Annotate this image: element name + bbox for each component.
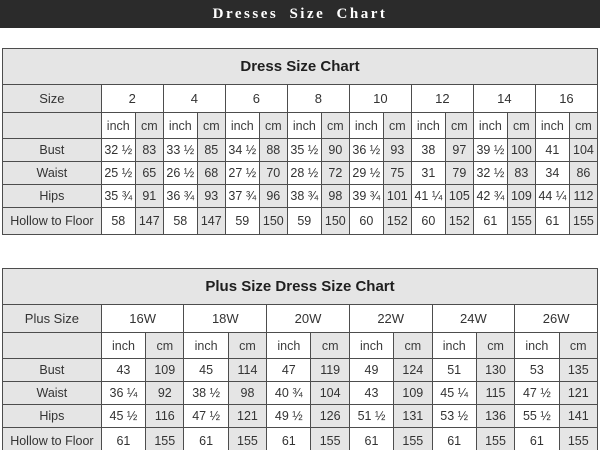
measurement-label: Waist xyxy=(3,162,102,185)
unit-inch-header: inch xyxy=(349,113,383,139)
unit-inch-header: inch xyxy=(473,113,507,139)
value-cm-cell: 152 xyxy=(383,208,411,235)
table-row xyxy=(3,185,598,208)
value-cm-cell: 70 xyxy=(259,162,287,185)
value-inch-cell: 59 xyxy=(225,208,259,235)
value-inch-cell: 58 xyxy=(101,208,135,235)
table-row xyxy=(3,208,598,235)
value-cm-cell: 155 xyxy=(228,428,266,450)
value-inch-cell: 36 ¼ xyxy=(101,382,145,405)
value-cm-cell: 97 xyxy=(445,139,473,162)
value-inch-cell: 39 ½ xyxy=(473,139,507,162)
value-cm-cell: 124 xyxy=(394,359,432,382)
value-inch-cell: 28 ½ xyxy=(287,162,321,185)
value-cm-cell: 155 xyxy=(394,428,432,450)
value-cm-cell: 83 xyxy=(135,139,163,162)
value-cm-cell: 85 xyxy=(197,139,225,162)
unit-cm-header: cm xyxy=(394,333,432,359)
value-cm-cell: 155 xyxy=(311,428,349,450)
value-inch-cell: 49 ½ xyxy=(267,405,311,428)
size-header-cell: 18W xyxy=(184,305,267,333)
size-header-cell: 22W xyxy=(349,305,432,333)
value-cm-cell: 86 xyxy=(569,162,597,185)
unit-cm-header: cm xyxy=(476,333,514,359)
value-inch-cell: 33 ½ xyxy=(163,139,197,162)
value-inch-cell: 55 ½ xyxy=(515,405,559,428)
size-column-label: Size xyxy=(3,85,102,113)
size-header-cell: 12 xyxy=(411,85,473,113)
measurement-label: Bust xyxy=(3,359,102,382)
value-inch-cell: 26 ½ xyxy=(163,162,197,185)
value-cm-cell: 147 xyxy=(135,208,163,235)
measurement-label: Hips xyxy=(3,185,102,208)
value-inch-cell: 32 ½ xyxy=(101,139,135,162)
table-title: Plus Size Dress Size Chart xyxy=(3,269,598,305)
value-inch-cell: 60 xyxy=(349,208,383,235)
value-cm-cell: 130 xyxy=(476,359,514,382)
unit-cm-header: cm xyxy=(559,333,597,359)
value-inch-cell: 49 xyxy=(349,359,393,382)
value-cm-cell: 155 xyxy=(507,208,535,235)
value-cm-cell: 98 xyxy=(321,185,349,208)
value-cm-cell: 121 xyxy=(559,382,597,405)
value-cm-cell: 98 xyxy=(228,382,266,405)
page-header xyxy=(0,0,600,28)
value-cm-cell: 116 xyxy=(146,405,184,428)
size-header-cell: 8 xyxy=(287,85,349,113)
value-inch-cell: 53 xyxy=(515,359,559,382)
value-cm-cell: 141 xyxy=(559,405,597,428)
value-inch-cell: 36 ½ xyxy=(349,139,383,162)
unit-cm-header: cm xyxy=(135,113,163,139)
table-row xyxy=(3,139,598,162)
table-row xyxy=(3,359,598,382)
table-row xyxy=(3,162,598,185)
size-column-label: Plus Size xyxy=(3,305,102,333)
value-inch-cell: 41 ¼ xyxy=(411,185,445,208)
value-cm-cell: 105 xyxy=(445,185,473,208)
value-inch-cell: 38 ½ xyxy=(184,382,228,405)
table-row xyxy=(3,382,598,405)
value-inch-cell: 61 xyxy=(267,428,311,450)
value-inch-cell: 43 xyxy=(101,359,145,382)
value-cm-cell: 115 xyxy=(476,382,514,405)
size-header-cell: 16W xyxy=(101,305,184,333)
value-cm-cell: 135 xyxy=(559,359,597,382)
unit-cm-header: cm xyxy=(569,113,597,139)
value-cm-cell: 104 xyxy=(569,139,597,162)
value-inch-cell: 61 xyxy=(184,428,228,450)
value-inch-cell: 51 xyxy=(432,359,476,382)
value-cm-cell: 79 xyxy=(445,162,473,185)
value-inch-cell: 37 ¾ xyxy=(225,185,259,208)
unit-cm-header: cm xyxy=(383,113,411,139)
size-header-cell: 26W xyxy=(515,305,598,333)
value-inch-cell: 38 ¾ xyxy=(287,185,321,208)
value-cm-cell: 93 xyxy=(383,139,411,162)
measurement-label: Bust xyxy=(3,139,102,162)
value-inch-cell: 45 xyxy=(184,359,228,382)
value-cm-cell: 155 xyxy=(476,428,514,450)
value-inch-cell: 59 xyxy=(287,208,321,235)
size-header-cell: 6 xyxy=(225,85,287,113)
value-cm-cell: 92 xyxy=(146,382,184,405)
value-cm-cell: 152 xyxy=(445,208,473,235)
measurement-label: Hips xyxy=(3,405,102,428)
table-row xyxy=(3,405,598,428)
value-cm-cell: 136 xyxy=(476,405,514,428)
value-inch-cell: 47 xyxy=(267,359,311,382)
unit-cm-header: cm xyxy=(197,113,225,139)
measurement-label: Hollow to Floor xyxy=(3,208,102,235)
value-inch-cell: 58 xyxy=(163,208,197,235)
unit-cm-header: cm xyxy=(445,113,473,139)
size-header-cell: 16 xyxy=(535,85,597,113)
value-inch-cell: 27 ½ xyxy=(225,162,259,185)
table-row xyxy=(3,428,598,450)
value-cm-cell: 109 xyxy=(146,359,184,382)
measurement-label: Waist xyxy=(3,382,102,405)
value-cm-cell: 96 xyxy=(259,185,287,208)
unit-inch-header: inch xyxy=(184,333,228,359)
value-inch-cell: 34 xyxy=(535,162,569,185)
unit-cm-header: cm xyxy=(507,113,535,139)
value-inch-cell: 45 ½ xyxy=(101,405,145,428)
value-inch-cell: 39 ¾ xyxy=(349,185,383,208)
value-cm-cell: 93 xyxy=(197,185,225,208)
value-inch-cell: 40 ¾ xyxy=(267,382,311,405)
value-inch-cell: 60 xyxy=(411,208,445,235)
value-cm-cell: 119 xyxy=(311,359,349,382)
unit-inch-header: inch xyxy=(101,333,145,359)
value-inch-cell: 43 xyxy=(349,382,393,405)
value-inch-cell: 61 xyxy=(432,428,476,450)
value-inch-cell: 47 ½ xyxy=(184,405,228,428)
value-inch-cell: 25 ½ xyxy=(101,162,135,185)
unit-cm-header: cm xyxy=(311,333,349,359)
unit-inch-header: inch xyxy=(101,113,135,139)
value-cm-cell: 83 xyxy=(507,162,535,185)
size-header-cell: 14 xyxy=(473,85,535,113)
unit-inch-header: inch xyxy=(267,333,311,359)
unit-inch-header: inch xyxy=(411,113,445,139)
size-header-cell: 10 xyxy=(349,85,411,113)
value-cm-cell: 131 xyxy=(394,405,432,428)
value-cm-cell: 121 xyxy=(228,405,266,428)
page-title: Dresses Size Chart xyxy=(212,5,388,22)
unit-inch-header: inch xyxy=(225,113,259,139)
dress-size-chart-table xyxy=(2,48,598,235)
value-cm-cell: 150 xyxy=(259,208,287,235)
value-cm-cell: 90 xyxy=(321,139,349,162)
value-cm-cell: 75 xyxy=(383,162,411,185)
unit-cm-header: cm xyxy=(321,113,349,139)
unit-inch-header: inch xyxy=(287,113,321,139)
value-inch-cell: 29 ½ xyxy=(349,162,383,185)
value-cm-cell: 155 xyxy=(559,428,597,450)
value-inch-cell: 42 ¾ xyxy=(473,185,507,208)
value-inch-cell: 31 xyxy=(411,162,445,185)
value-inch-cell: 34 ½ xyxy=(225,139,259,162)
value-inch-cell: 51 ½ xyxy=(349,405,393,428)
value-inch-cell: 32 ½ xyxy=(473,162,507,185)
table-title: Dress Size Chart xyxy=(3,49,598,85)
size-header-cell: 2 xyxy=(101,85,163,113)
value-inch-cell: 61 xyxy=(515,428,559,450)
value-cm-cell: 155 xyxy=(569,208,597,235)
measurement-label: Hollow to Floor xyxy=(3,428,102,450)
unit-inch-header: inch xyxy=(535,113,569,139)
value-cm-cell: 109 xyxy=(394,382,432,405)
value-inch-cell: 61 xyxy=(535,208,569,235)
value-cm-cell: 147 xyxy=(197,208,225,235)
value-cm-cell: 68 xyxy=(197,162,225,185)
value-cm-cell: 91 xyxy=(135,185,163,208)
unit-inch-header: inch xyxy=(432,333,476,359)
value-inch-cell: 47 ½ xyxy=(515,382,559,405)
value-cm-cell: 101 xyxy=(383,185,411,208)
unit-cm-header: cm xyxy=(228,333,266,359)
value-inch-cell: 61 xyxy=(101,428,145,450)
value-inch-cell: 36 ¾ xyxy=(163,185,197,208)
value-cm-cell: 65 xyxy=(135,162,163,185)
value-cm-cell: 104 xyxy=(311,382,349,405)
value-inch-cell: 41 xyxy=(535,139,569,162)
value-cm-cell: 72 xyxy=(321,162,349,185)
value-cm-cell: 150 xyxy=(321,208,349,235)
plus-size-dress-size-chart-table xyxy=(2,268,598,450)
unit-inch-header: inch xyxy=(163,113,197,139)
value-inch-cell: 61 xyxy=(473,208,507,235)
unit-inch-header: inch xyxy=(349,333,393,359)
size-charts-container xyxy=(2,48,598,450)
value-cm-cell: 155 xyxy=(146,428,184,450)
value-inch-cell: 38 xyxy=(411,139,445,162)
unit-cm-header: cm xyxy=(259,113,287,139)
value-cm-cell: 109 xyxy=(507,185,535,208)
size-header-cell: 4 xyxy=(163,85,225,113)
unit-cm-header: cm xyxy=(146,333,184,359)
value-cm-cell: 88 xyxy=(259,139,287,162)
value-cm-cell: 100 xyxy=(507,139,535,162)
value-cm-cell: 112 xyxy=(569,185,597,208)
value-inch-cell: 45 ¼ xyxy=(432,382,476,405)
value-cm-cell: 114 xyxy=(228,359,266,382)
value-inch-cell: 35 ½ xyxy=(287,139,321,162)
value-inch-cell: 35 ¾ xyxy=(101,185,135,208)
corner-cell xyxy=(3,113,102,139)
size-header-cell: 24W xyxy=(432,305,515,333)
value-inch-cell: 53 ½ xyxy=(432,405,476,428)
value-cm-cell: 126 xyxy=(311,405,349,428)
unit-inch-header: inch xyxy=(515,333,559,359)
corner-cell xyxy=(3,333,102,359)
size-header-cell: 20W xyxy=(267,305,350,333)
value-inch-cell: 61 xyxy=(349,428,393,450)
value-inch-cell: 44 ¼ xyxy=(535,185,569,208)
